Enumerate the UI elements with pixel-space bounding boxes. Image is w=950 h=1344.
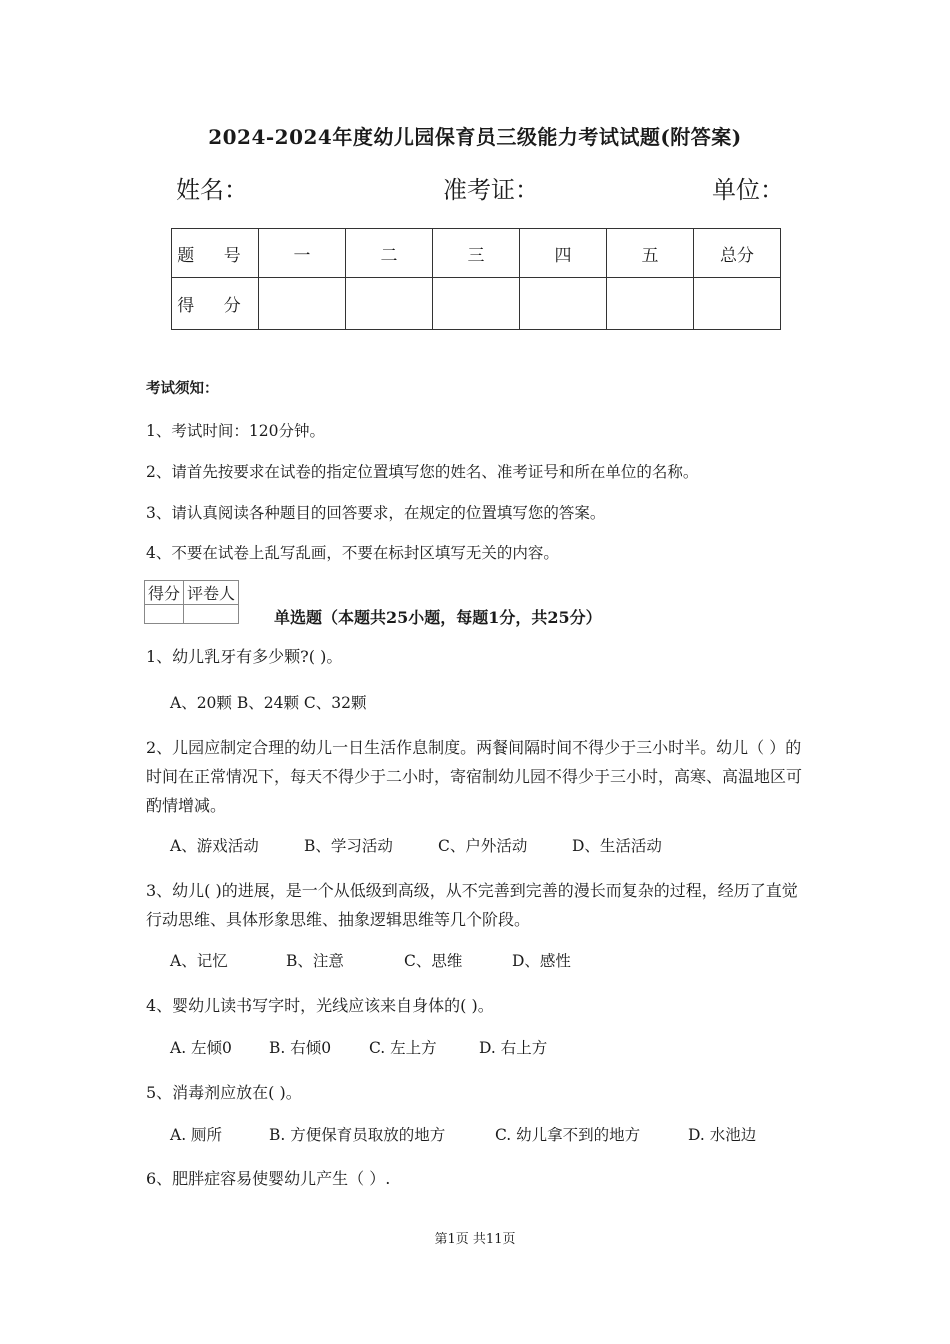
question-5-options: [170, 1123, 756, 1145]
score-table-cell: 四: [520, 229, 607, 278]
grader-table-grader-label: 评卷人: [184, 581, 239, 605]
notice-item: 1、考试时间：120分钟。: [146, 422, 325, 440]
question-2-options: [170, 834, 662, 856]
exam-title: 2024-2024年度幼儿园保育员三级能力考试试题(附答案): [208, 125, 742, 149]
option-c: C. 幼儿拿不到的地方: [495, 1126, 641, 1144]
option-c: C、户外活动: [438, 837, 528, 855]
grader-score-cell[interactable]: [145, 605, 184, 624]
unit-field-label: 单位：: [712, 176, 784, 204]
option-c: C. 左上方: [369, 1039, 437, 1057]
score-table-cell: 总分: [694, 229, 781, 278]
option-d: D. 水池边: [688, 1126, 757, 1144]
notice-item: 3、请认真阅读各种题目的回答要求，在规定的位置填写您的答案。: [146, 504, 606, 522]
score-entry-cell[interactable]: [694, 278, 781, 330]
question-4: 4、婴幼儿读书写字时，光线应该来自身体的( )。: [146, 996, 494, 1015]
question-2: 2、儿园应制定合理的幼儿一日生活作息制度。两餐间隔时间不得少于三小时半。幼儿（ ）的时间在正常情况下，每天不得少于二小时，寄宿制幼儿园不得少于三小时，高寒、高温地区可酌情增减。: [146, 738, 803, 815]
question-1: 1、幼儿乳牙有多少颗?( )。: [146, 647, 343, 666]
exam-id-field-label: 准考证：: [443, 176, 539, 204]
option-d: D、生活活动: [572, 837, 662, 855]
grader-name-cell[interactable]: [184, 605, 239, 624]
score-entry-cell[interactable]: [346, 278, 433, 330]
score-table-cell: 一: [259, 229, 346, 278]
grader-table-score-label: 得分: [145, 581, 184, 605]
question-3: 3、幼儿( )的进展，是一个从低级到高级，从不完善到完善的漫长而复杂的过程，经历了直觉行动思维、具体形象思维、抽象逻辑思维等几个阶段。: [146, 881, 798, 929]
score-table-cell: 二: [346, 229, 433, 278]
score-entry-cell[interactable]: [607, 278, 694, 330]
score-entry-cell[interactable]: [520, 278, 607, 330]
option-b: B. 右倾0: [269, 1039, 332, 1057]
option-b: B、注意: [286, 952, 344, 970]
score-table-cell: 得 分: [172, 278, 259, 330]
question-5: 5、消毒剂应放在( )。: [146, 1083, 302, 1102]
question-4-options: [170, 1036, 547, 1058]
option-a: A. 厕所: [170, 1126, 223, 1144]
option-a: A、记忆: [170, 952, 228, 970]
score-table: [171, 228, 781, 330]
option-d: D、感性: [512, 952, 571, 970]
notice-heading: 考试须知：: [146, 380, 219, 397]
page-footer: 第1页 共11页: [434, 1232, 516, 1247]
notice-item: 2、请首先按要求在试卷的指定位置填写您的姓名、准考证号和所在单位的名称。: [146, 463, 699, 481]
question-1-options: A、20颗 B、24颗 C、32颗: [170, 694, 367, 712]
option-a: A、游戏活动: [170, 837, 259, 855]
score-table-header-row: [172, 229, 781, 278]
score-table-score-row: [172, 278, 781, 330]
grader-table: [144, 580, 239, 624]
question-6: 6、肥胖症容易使婴幼儿产生（ ）.: [146, 1169, 391, 1188]
notice-item: 4、不要在试卷上乱写乱画，不要在标封区填写无关的内容。: [146, 544, 559, 562]
score-table-cell: 题 号: [172, 229, 259, 278]
score-entry-cell[interactable]: [259, 278, 346, 330]
option-a: A. 左倾0: [170, 1039, 232, 1057]
question-3-options: [170, 949, 571, 971]
option-b: B、学习活动: [304, 837, 393, 855]
score-table-cell: 三: [433, 229, 520, 278]
option-b: B. 方便保育员取放的地方: [269, 1126, 446, 1144]
name-field-label: 姓名：: [176, 176, 248, 204]
option-d: D. 右上方: [479, 1039, 548, 1057]
score-entry-cell[interactable]: [433, 278, 520, 330]
score-table-cell: 五: [607, 229, 694, 278]
section-title: 单选题（本题共25小题，每题1分，共25分）: [274, 608, 602, 627]
option-c: C、思维: [404, 952, 463, 970]
